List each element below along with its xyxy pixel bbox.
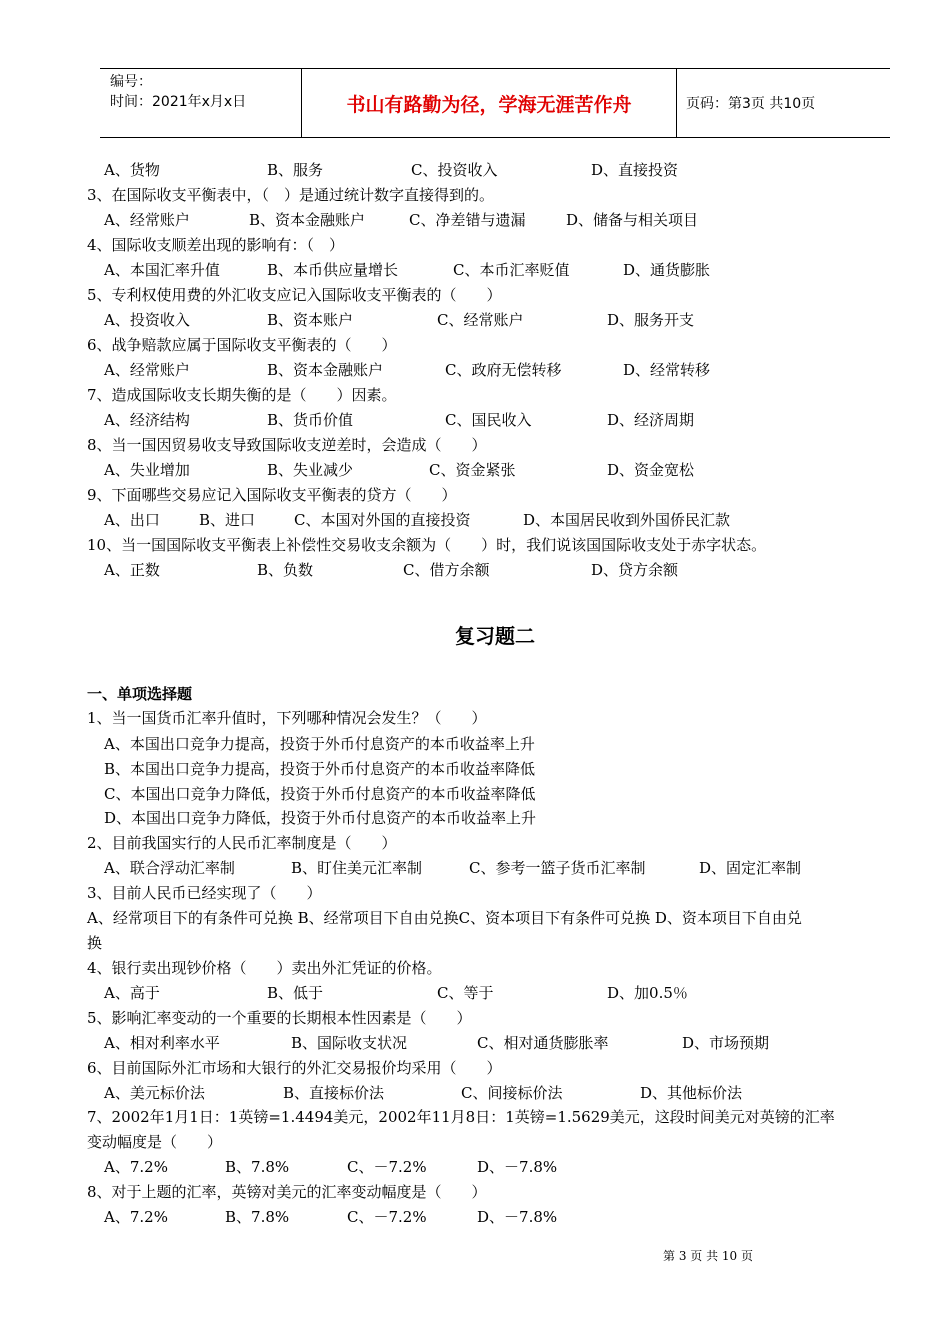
number-label: 编号： [110, 74, 152, 90]
option-a: A、货物 [104, 161, 160, 179]
question: 5、专利权使用费的外汇收支应记入国际收支平衡表的（ ） [87, 286, 502, 304]
question: 4、国际收支顺差出现的影响有：（ ） [87, 236, 345, 254]
option-b: B、盯住美元汇率制 [291, 859, 423, 877]
option-c: C、本币汇率贬值 [453, 261, 570, 279]
option-a: A、美元标价法 [104, 1084, 205, 1102]
question: 1、当一国货币汇率升值时，下列哪种情况会发生？（ ） [87, 709, 487, 727]
option-b: B、负数 [257, 561, 314, 579]
option-d: D、服务开支 [607, 311, 695, 329]
option-c: C、等于 [437, 984, 494, 1002]
option-a: A、本国汇率升值 [104, 261, 220, 279]
option-b: B、服务 [267, 161, 324, 179]
option-a: A、相对利率水平 [104, 1034, 220, 1052]
option-c: C、－7.2% [347, 1208, 427, 1226]
option-b: B、直接标价法 [283, 1084, 385, 1102]
question: 3、目前人民币已经实现了（ ） [87, 884, 322, 902]
option-a: A、失业增加 [104, 461, 190, 479]
option-d: D、贷方余额 [591, 561, 679, 579]
header-divider [676, 69, 677, 137]
header-motto: 书山有路勤为径，学海无涯苦作舟 [346, 93, 632, 116]
option-c: C、经常账户 [437, 311, 524, 329]
question: 3、在国际收支平衡表中，（ ）是通过统计数字直接得到的。 [87, 186, 495, 204]
question: 7、造成国际收支长期失衡的是（ ）因素。 [87, 386, 397, 404]
question: 9、下面哪些交易应记入国际收支平衡表的贷方（ ） [87, 486, 457, 504]
option-a: A、投资收入 [104, 311, 190, 329]
time-label: 时间：2021年x月x日 [110, 94, 247, 110]
option-d: D、直接投资 [591, 161, 679, 179]
option-c: C、国民收入 [445, 411, 532, 429]
header-meta [110, 72, 300, 112]
question: 变动幅度是（ ） [87, 1133, 223, 1151]
option-a: A、经常账户 [104, 211, 190, 229]
option-d: D、－7.8% [477, 1208, 558, 1226]
option-a: A、经济结构 [104, 411, 190, 429]
option-a: A、出口 [104, 511, 160, 529]
option-a: A、7.2% [104, 1208, 168, 1226]
page-header [100, 68, 890, 138]
question: 6、战争赔款应属于国际收支平衡表的（ ） [87, 336, 397, 354]
question: 换 [87, 934, 103, 952]
option-c: C、净差错与遗漏 [409, 211, 526, 229]
option-c: C、政府无偿转移 [445, 361, 562, 379]
option-b: B、7.8% [225, 1208, 290, 1226]
option-d: D、加0.5％ [607, 984, 688, 1002]
option-c: C、相对通货膨胀率 [477, 1034, 609, 1052]
option-a: A、联合浮动汇率制 [104, 859, 235, 877]
answer-option: D、本国出口竞争力降低，投资于外币付息资产的本币收益率上升 [104, 809, 537, 827]
option-b: B、资本金融账户 [249, 211, 366, 229]
option-b: B、资本账户 [267, 311, 354, 329]
question: 8、对于上题的汇率，英镑对美元的汇率变动幅度是（ ） [87, 1183, 487, 1201]
question: 10、当一国国际收支平衡表上补偿性交易收支余额为（ ）时，我们说该国国际收支处于赤字状态。 [87, 536, 767, 554]
option-c: C、－7.2% [347, 1158, 427, 1176]
option-b: B、7.8% [225, 1158, 290, 1176]
header-page-info: 页码：第3页 共10页 [686, 96, 816, 112]
option-a: A、经常账户 [104, 361, 190, 379]
option-d: D、资金宽松 [607, 461, 695, 479]
answer-option: A、本国出口竞争力提高，投资于外币付息资产的本币收益率上升 [104, 735, 535, 753]
option-c: C、投资收入 [411, 161, 498, 179]
option-d: D、市场预期 [682, 1034, 770, 1052]
answer-option: B、本国出口竞争力提高，投资于外币付息资产的本币收益率降低 [104, 760, 536, 778]
option-c: C、本国对外国的直接投资 [294, 511, 471, 529]
option-b: B、本币供应量增长 [267, 261, 399, 279]
question: 4、银行卖出现钞价格（ ）卖出外汇凭证的价格。 [87, 959, 442, 977]
option-b: B、资本金融账户 [267, 361, 384, 379]
question: 6、目前国际外汇市场和大银行的外汇交易报价均采用（ ） [87, 1059, 502, 1077]
option-b: B、国际收支状况 [291, 1034, 408, 1052]
option-c: C、资金紧张 [429, 461, 516, 479]
option-d: D、储备与相关项目 [566, 211, 699, 229]
review-title: 复习题二 [455, 624, 535, 648]
option-d: D、－7.8% [477, 1158, 558, 1176]
option-d: D、通货膨胀 [623, 261, 711, 279]
option-b: B、低于 [267, 984, 324, 1002]
option-d: D、固定汇率制 [699, 859, 802, 877]
option-c: C、参考一篮子货币汇率制 [469, 859, 646, 877]
option-c: C、借方余额 [403, 561, 490, 579]
option-b: B、进口 [199, 511, 256, 529]
answer-option: C、本国出口竞争力降低，投资于外币付息资产的本币收益率降低 [104, 785, 536, 803]
question: 5、影响汇率变动的一个重要的长期根本性因素是（ ） [87, 1009, 472, 1027]
option-d: D、经济周期 [607, 411, 695, 429]
question: 8、当一国因贸易收支导致国际收支逆差时，会造成（ ） [87, 436, 487, 454]
section-heading: 一、单项选择题 [87, 685, 193, 703]
option-b: B、失业减少 [267, 461, 354, 479]
question: A、经常项目下的有条件可兑换 B、经常项目下自由兑换C、资本项目下有条件可兑换 D、资本项目下自由兑 [87, 909, 802, 927]
option-c: C、间接标价法 [461, 1084, 563, 1102]
option-b: B、货币价值 [267, 411, 354, 429]
option-d: D、经常转移 [623, 361, 711, 379]
option-d: D、本国居民收到外国侨民汇款 [523, 511, 731, 529]
question: 7、2002年1月1日：1英镑=1.4494美元，2002年11月8日：1英镑=1.5629美元，这段时间美元对英镑的汇率 [87, 1108, 835, 1126]
option-a: A、7.2% [104, 1158, 168, 1176]
option-a: A、正数 [104, 561, 160, 579]
page-footer: 第 3 页 共 10 页 [663, 1249, 753, 1263]
question: 2、目前我国实行的人民币汇率制度是（ ） [87, 834, 397, 852]
option-d: D、其他标价法 [640, 1084, 743, 1102]
option-a: A、高于 [104, 984, 160, 1002]
